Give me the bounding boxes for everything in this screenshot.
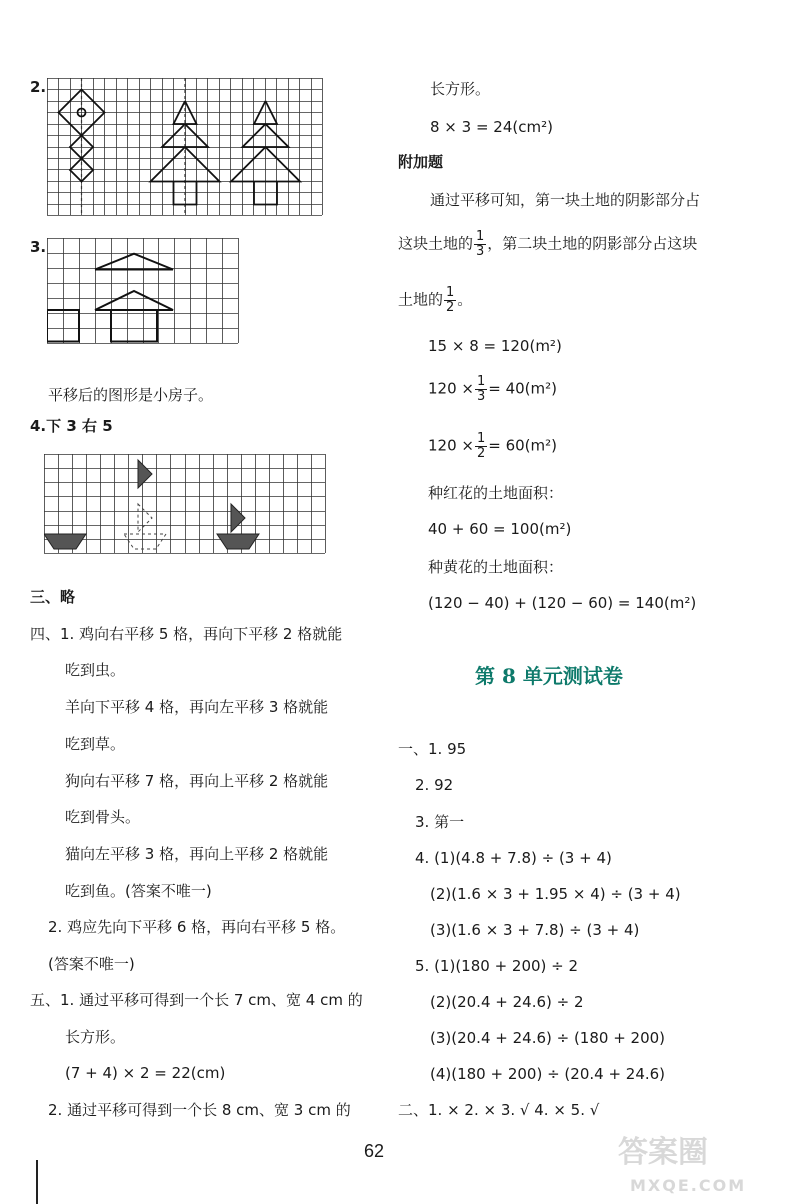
q4-label: 4.下 3 右 5 [30,417,113,435]
s4-line-8: 吃到鱼。(答案不唯一) [65,882,212,900]
eq-2: 120 × $\frac{1}{3}$ = 40(m²) [428,374,558,404]
ans-line-3: 3. 第一 [415,813,465,831]
extra-para-2: 这块土地的 $\frac{1}{3}$ ，第二块土地的阴影部分占这块 [398,229,698,259]
ans-line-1: 一、1. 95 [398,740,467,758]
q3-note: 平移后的图形是小房子。 [48,386,214,404]
s4-line-10: (答案不唯一) [48,955,135,973]
s4-line-5: 狗向右平移 7 格，再向上平移 2 格就能 [65,772,329,790]
ans-line-8: (2)(20.4 + 24.6) ÷ 2 [430,993,584,1011]
eq-3: 120 × $\frac{1}{2}$ = 60(m²) [428,431,558,461]
ans-line-9: (3)(20.4 + 24.6) ÷ (180 + 200) [430,1029,666,1047]
eq-4: 40 + 60 = 100(m²) [428,520,572,538]
page-number: 62 [364,1141,385,1161]
s4-line-3: 羊向下平移 4 格，再向左平移 3 格就能 [65,698,329,716]
eq-1: 15 × 8 = 120(m²) [428,337,562,355]
eq-3-fraction: $\frac{1}{2}$ [476,431,486,461]
q3-grid-figure [47,238,239,344]
ans-line-4: 4. (1)(4.8 + 7.8) ÷ (3 + 4) [415,849,612,867]
ans-line-11: 二、1. × 2. × 3. √ 4. × 5. √ [398,1101,600,1119]
unit-8-test-title: 第 8 单元测试卷 [475,664,623,688]
watermark-logo: 答案圈 [618,1135,708,1170]
s4-line-9: 2. 鸡应先向下平移 6 格，再向右平移 5 格。 [48,918,346,936]
ans-line-7: 5. (1)(180 + 200) ÷ 2 [415,957,579,975]
s5-line-2: 长方形。 [65,1028,126,1046]
s5-line-1: 五、1. 通过平移可得到一个长 7 cm、宽 4 cm 的 [30,991,363,1009]
s4-line-1: 四、1. 鸡向右平移 5 格，再向下平移 2 格就能 [30,625,343,643]
r-line-2: 8 × 3 = 24(cm²) [430,118,553,136]
s4-line-6: 吃到骨头。 [65,808,141,826]
ans-line-6: (3)(1.6 × 3 + 7.8) ÷ (3 + 4) [430,921,640,939]
s5-line-4: 2. 通过平移可得到一个长 8 cm、宽 3 cm 的 [48,1101,351,1119]
q2-label: 2. [30,78,47,96]
ans-line-10: (4)(180 + 200) ÷ (20.4 + 24.6) [430,1065,666,1083]
s5-line-3: (7 + 4) × 2 = 22(cm) [65,1064,226,1082]
q2-grid-figure [47,78,323,216]
section-3-label: 三、略 [30,588,76,606]
s4-line-2: 吃到虫。 [65,661,126,679]
q3-label: 3. [30,238,47,256]
q4-grid-figure [44,454,326,554]
s4-line-7: 猫向左平移 3 格，再向上平移 2 格就能 [65,845,329,863]
extra-para-1: 通过平移可知，第一块土地的阴影部分占 [430,191,701,209]
fraction-one-half: $\frac{1}{2}$ [446,285,455,315]
s4-line-4: 吃到草。 [65,735,126,753]
extra-title: 附加题 [398,153,444,171]
fraction-one-third: $\frac{1}{3}$ [476,229,485,259]
watermark-url: MXQE.COM [630,1176,747,1195]
yellow-area-label: 种黄花的土地面积： [428,558,564,576]
red-area-label: 种红花的土地面积： [428,484,564,502]
eq-2-fraction: $\frac{1}{3}$ [476,374,486,404]
ans-line-2: 2. 92 [415,776,454,794]
eq-5: (120 − 40) + (120 − 60) = 140(m²) [428,594,697,612]
ans-line-5: (2)(1.6 × 3 + 1.95 × 4) ÷ (3 + 4) [430,885,681,903]
r-line-1: 长方形。 [430,80,491,98]
binding-edge-mark [36,1160,38,1204]
extra-para-3: 土地的 $\frac{1}{2}$ 。 [398,285,473,315]
